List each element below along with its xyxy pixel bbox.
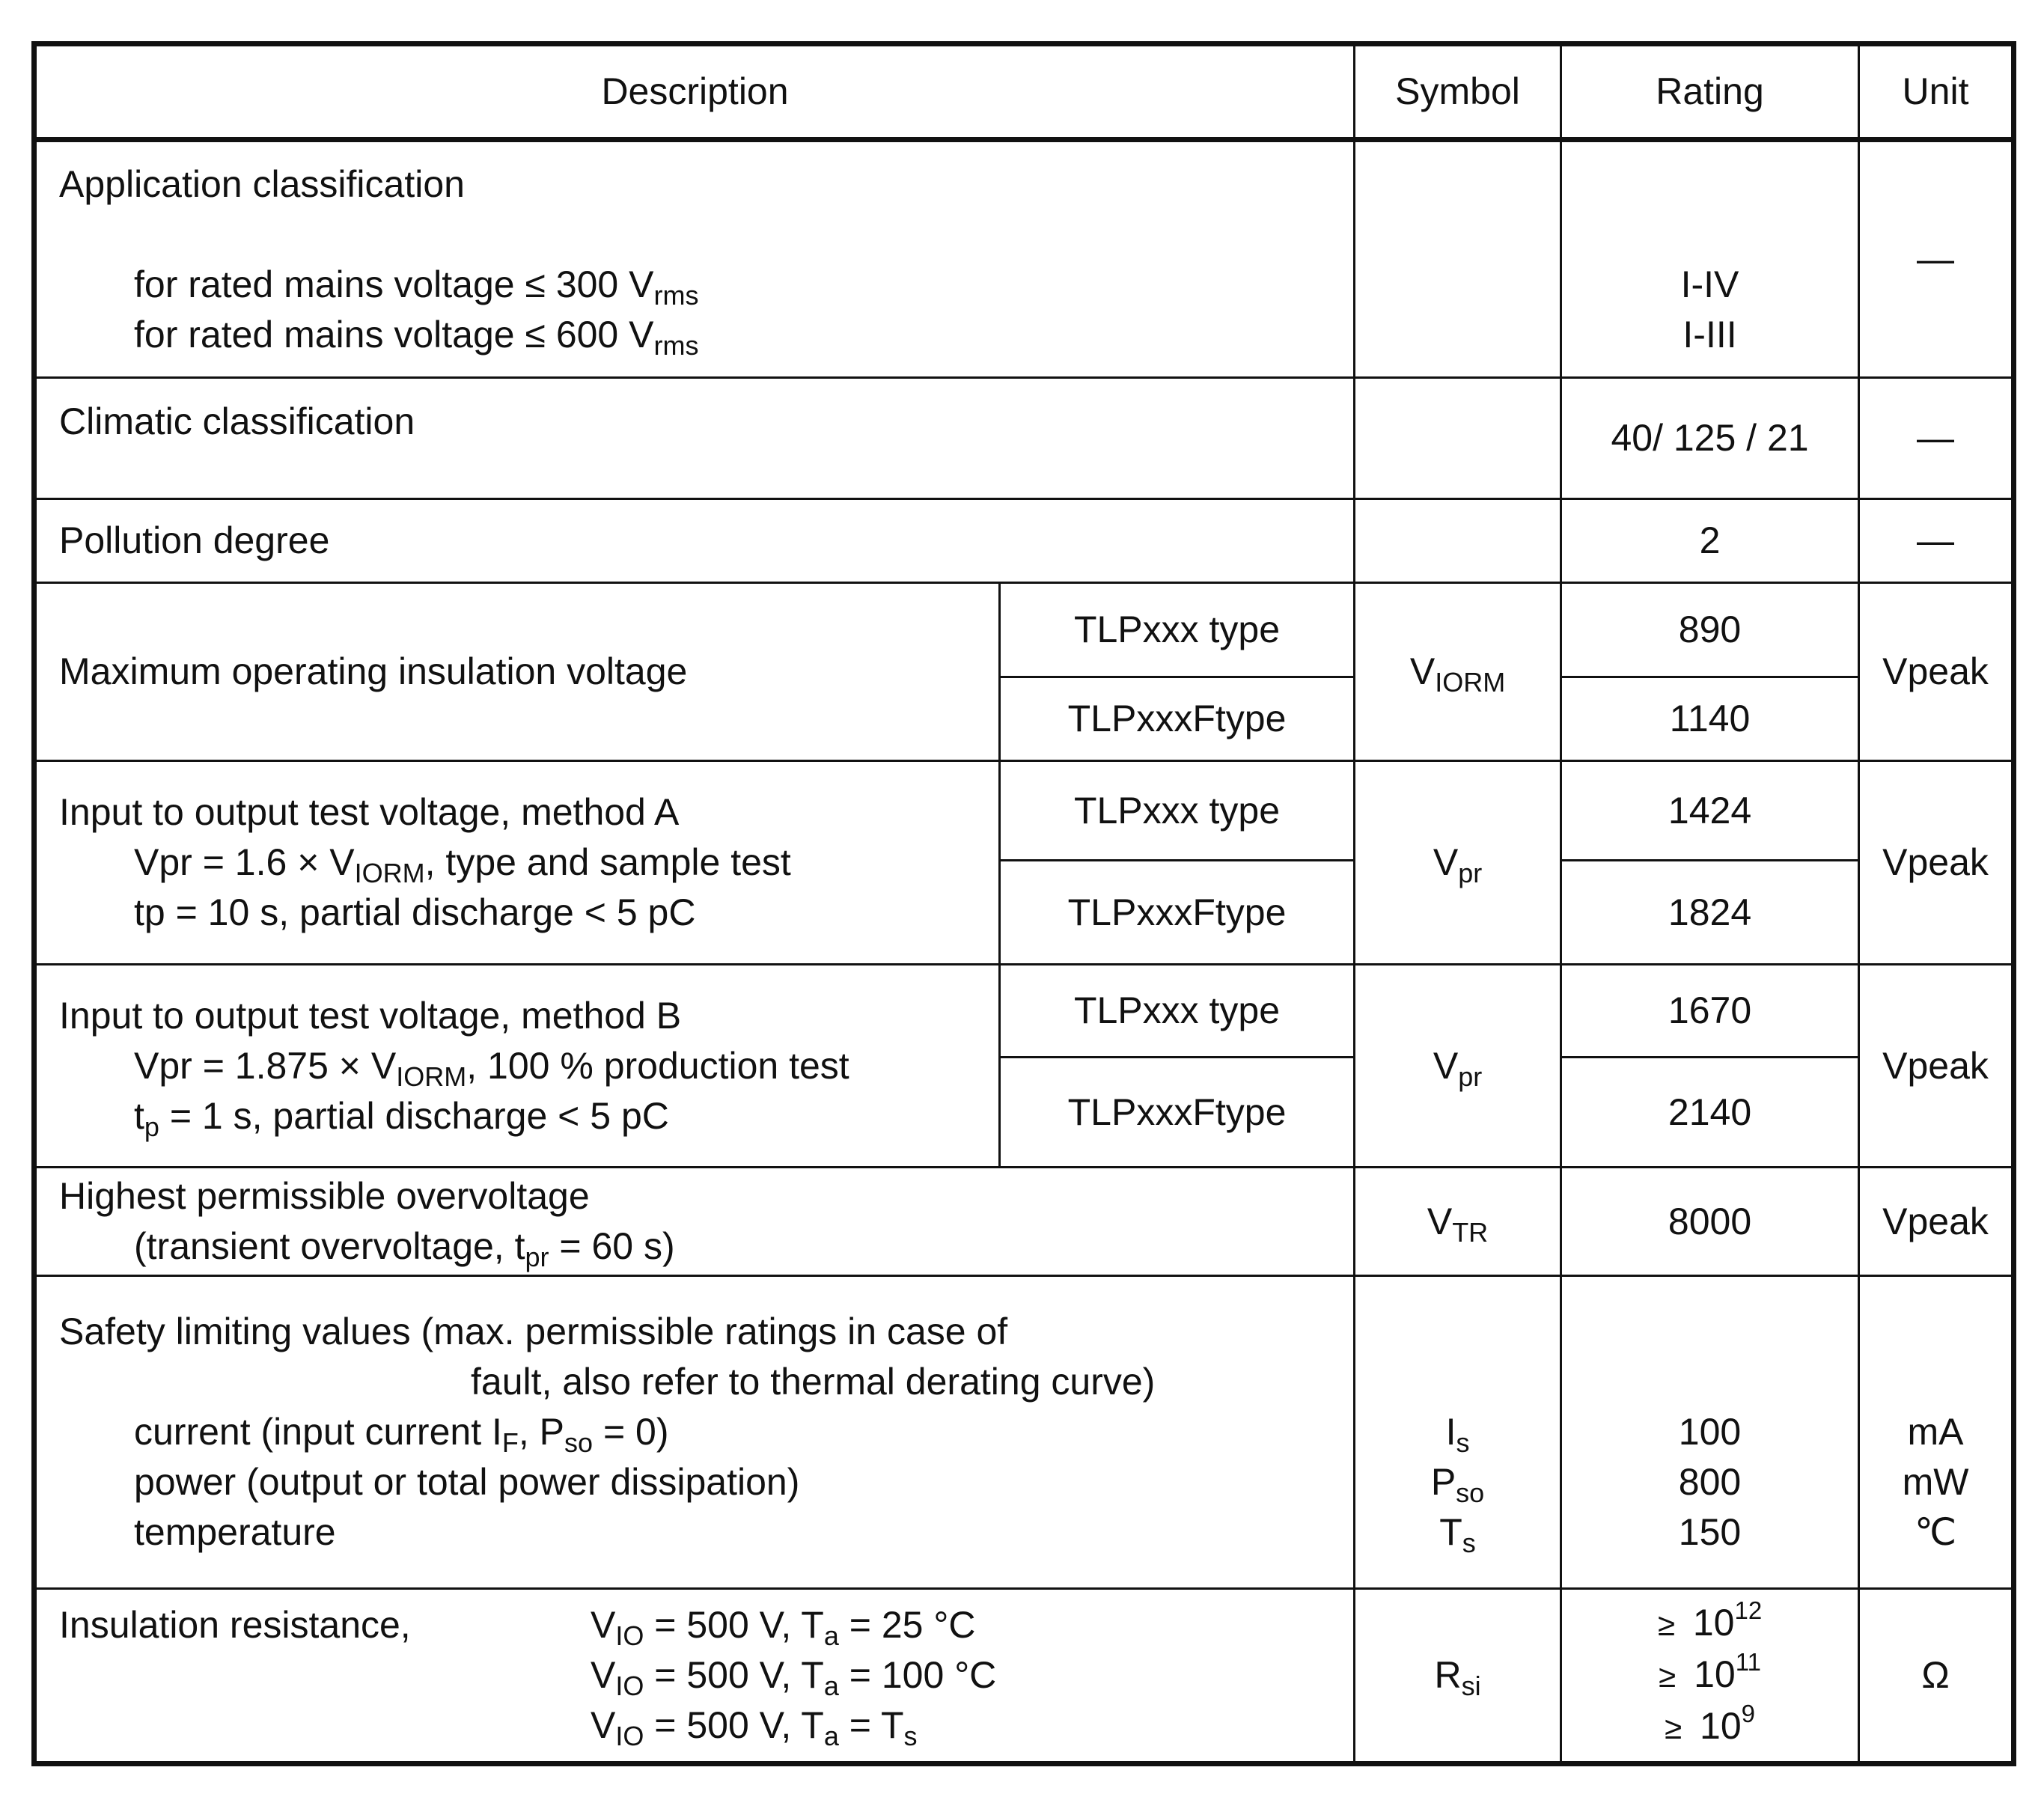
- method-a-symbol: $V_{pr}$: [1355, 761, 1561, 965]
- header-row: [34, 44, 2014, 140]
- safety-rating-current: 100: [1678, 1411, 1742, 1453]
- safety-unit-power: mW: [1902, 1461, 1969, 1503]
- app-rating1: I-IV: [1680, 263, 1739, 305]
- climatic-title: Climatic classification: [34, 378, 1355, 499]
- ratings-table: [31, 41, 2016, 1766]
- maxop-unit: Vpeak: [1859, 583, 2014, 761]
- maxop-rating1: 890: [1561, 583, 1859, 677]
- method-b-type2: TLPxxxFtype: [1000, 1058, 1355, 1168]
- safety-symbol-power: $P_{so}$: [1430, 1461, 1485, 1508]
- insulation-rating-1: ≥ $10^{12}$: [1657, 1596, 1763, 1644]
- overvoltage-line1: (transient overvoltage, $t_{pr} = 60$ s): [134, 1225, 675, 1272]
- safety-current: current (input current $I_F$, $P_{so} = 0$): [134, 1411, 669, 1458]
- safety-unit-current: mA: [1907, 1411, 1964, 1453]
- safety-temperature: temperature: [134, 1511, 336, 1553]
- row-safety-limiting: [34, 1276, 2014, 1589]
- insulation-unit: Ω: [1859, 1589, 2014, 1764]
- safety-title2: fault, also refer to thermal derating curve): [471, 1361, 1156, 1403]
- insulation-ratings: [1561, 1589, 1859, 1764]
- method-b-title: Input to output test voltage, method B: [59, 994, 682, 1037]
- safety-title: Safety limiting values (max. permissible ratings in case of: [59, 1311, 1008, 1352]
- maxop-type1: TLPxxx type: [1000, 583, 1355, 677]
- insulation-description: [34, 1589, 1355, 1764]
- safety-symbol-temperature: $T_s$: [1439, 1511, 1476, 1558]
- method-b-rating1: 1670: [1561, 965, 1859, 1058]
- row-method-b: [34, 965, 2014, 1058]
- app-unit: —: [1859, 140, 2014, 378]
- method-a-type1: TLPxxx type: [1000, 761, 1355, 861]
- app-rating: [1561, 140, 1859, 378]
- safety-symbol-current: $I_s$: [1445, 1411, 1470, 1458]
- app-description: [34, 140, 1355, 378]
- climatic-unit: —: [1859, 378, 2014, 499]
- app-line2: for rated mains voltage ≤ 600 $V_{rms}$: [134, 313, 699, 361]
- overvoltage-symbol: $V_{TR}$: [1355, 1168, 1561, 1276]
- maxop-symbol: $V_{IORM}$: [1355, 583, 1561, 761]
- method-b-type1: TLPxxx type: [1000, 965, 1355, 1058]
- safety-description: [34, 1276, 1355, 1589]
- maxop-rating2: 1140: [1561, 677, 1859, 761]
- app-rating2: I-III: [1683, 313, 1737, 356]
- insulation-title: Insulation resistance,: [59, 1604, 411, 1646]
- safety-unit-temperature: ℃: [1914, 1511, 1957, 1553]
- insulation-rating-3: ≥ $10^9$: [1664, 1700, 1756, 1747]
- method-b-line2: $t_p = 1$ s, partial discharge < 5 pC: [134, 1094, 669, 1142]
- method-a-line2: tp = 10 s, partial discharge < 5 pC: [134, 891, 696, 933]
- insulation-condition-1: $V_{IO} = 500$ V, $T_a = 25$ °C: [591, 1604, 976, 1651]
- insulation-condition-3: $V_{IO} = 500$ V, $T_a = T_s$: [591, 1704, 918, 1751]
- overvoltage-rating: 8000: [1561, 1168, 1859, 1276]
- overvoltage-unit: Vpeak: [1859, 1168, 2014, 1276]
- header-rating: Rating: [1561, 44, 1859, 140]
- row-climatic-classification: [34, 378, 2014, 499]
- overvoltage-description: [34, 1168, 1355, 1276]
- row-insulation-resistance: [34, 1589, 2014, 1764]
- method-a-description: [34, 761, 1000, 965]
- climatic-rating: 40/ 125 / 21: [1561, 378, 1859, 499]
- row-max-operating-voltage: [34, 583, 2014, 677]
- method-a-line1: Vpr = $1.6 \times V_{IORM}$, type and sample test: [134, 841, 791, 888]
- header-unit: Unit: [1859, 44, 2014, 140]
- pollution-rating: 2: [1561, 499, 1859, 583]
- method-a-rating1: 1424: [1561, 761, 1859, 861]
- method-b-line1: Vpr = $1.875 \times V_{IORM}$, 100 % production test: [134, 1044, 849, 1092]
- method-a-type2: TLPxxxFtype: [1000, 861, 1355, 965]
- safety-ratings: [1561, 1276, 1859, 1589]
- overvoltage-title: Highest permissible overvoltage: [59, 1175, 590, 1217]
- method-b-unit: Vpeak: [1859, 965, 2014, 1168]
- method-a-rating2: 1824: [1561, 861, 1859, 965]
- row-application-classification: [34, 140, 2014, 378]
- insulation-rating-2: ≥ $10^{11}$: [1659, 1648, 1761, 1695]
- method-a-unit: Vpeak: [1859, 761, 2014, 965]
- method-b-description: [34, 965, 1000, 1168]
- row-overvoltage: [34, 1168, 2014, 1276]
- row-pollution-degree: [34, 499, 2014, 583]
- header-symbol: Symbol: [1355, 44, 1561, 140]
- header-description: Description: [34, 44, 1355, 140]
- method-b-rating2: 2140: [1561, 1058, 1859, 1168]
- maxop-type2: TLPxxxFtype: [1000, 677, 1355, 761]
- row-method-a: [34, 761, 2014, 861]
- method-a-title: Input to output test voltage, method A: [59, 791, 680, 833]
- maxop-title: Maximum operating insulation voltage: [34, 583, 1000, 761]
- insulation-condition-2: $V_{IO} = 500$ V, $T_a = 100$ °C: [591, 1654, 997, 1701]
- app-title: Application classification: [59, 162, 465, 205]
- pollution-title: Pollution degree: [34, 499, 1355, 583]
- safety-power: power (output or total power dissipation): [134, 1461, 800, 1503]
- safety-symbols: [1355, 1276, 1561, 1589]
- safety-units: [1859, 1276, 2014, 1589]
- method-b-symbol: $V_{pr}$: [1355, 965, 1561, 1168]
- pollution-symbol: [1355, 499, 1561, 583]
- safety-rating-power: 800: [1678, 1461, 1742, 1503]
- insulation-conditions: [591, 1600, 996, 1751]
- safety-rating-temperature: 150: [1678, 1511, 1742, 1553]
- climatic-symbol: [1355, 378, 1561, 499]
- app-symbol: [1355, 140, 1561, 378]
- insulation-symbol: $R_{si}$: [1355, 1589, 1561, 1764]
- pollution-unit: —: [1859, 499, 2014, 583]
- app-line1: for rated mains voltage ≤ 300 $V_{rms}$: [134, 263, 699, 311]
